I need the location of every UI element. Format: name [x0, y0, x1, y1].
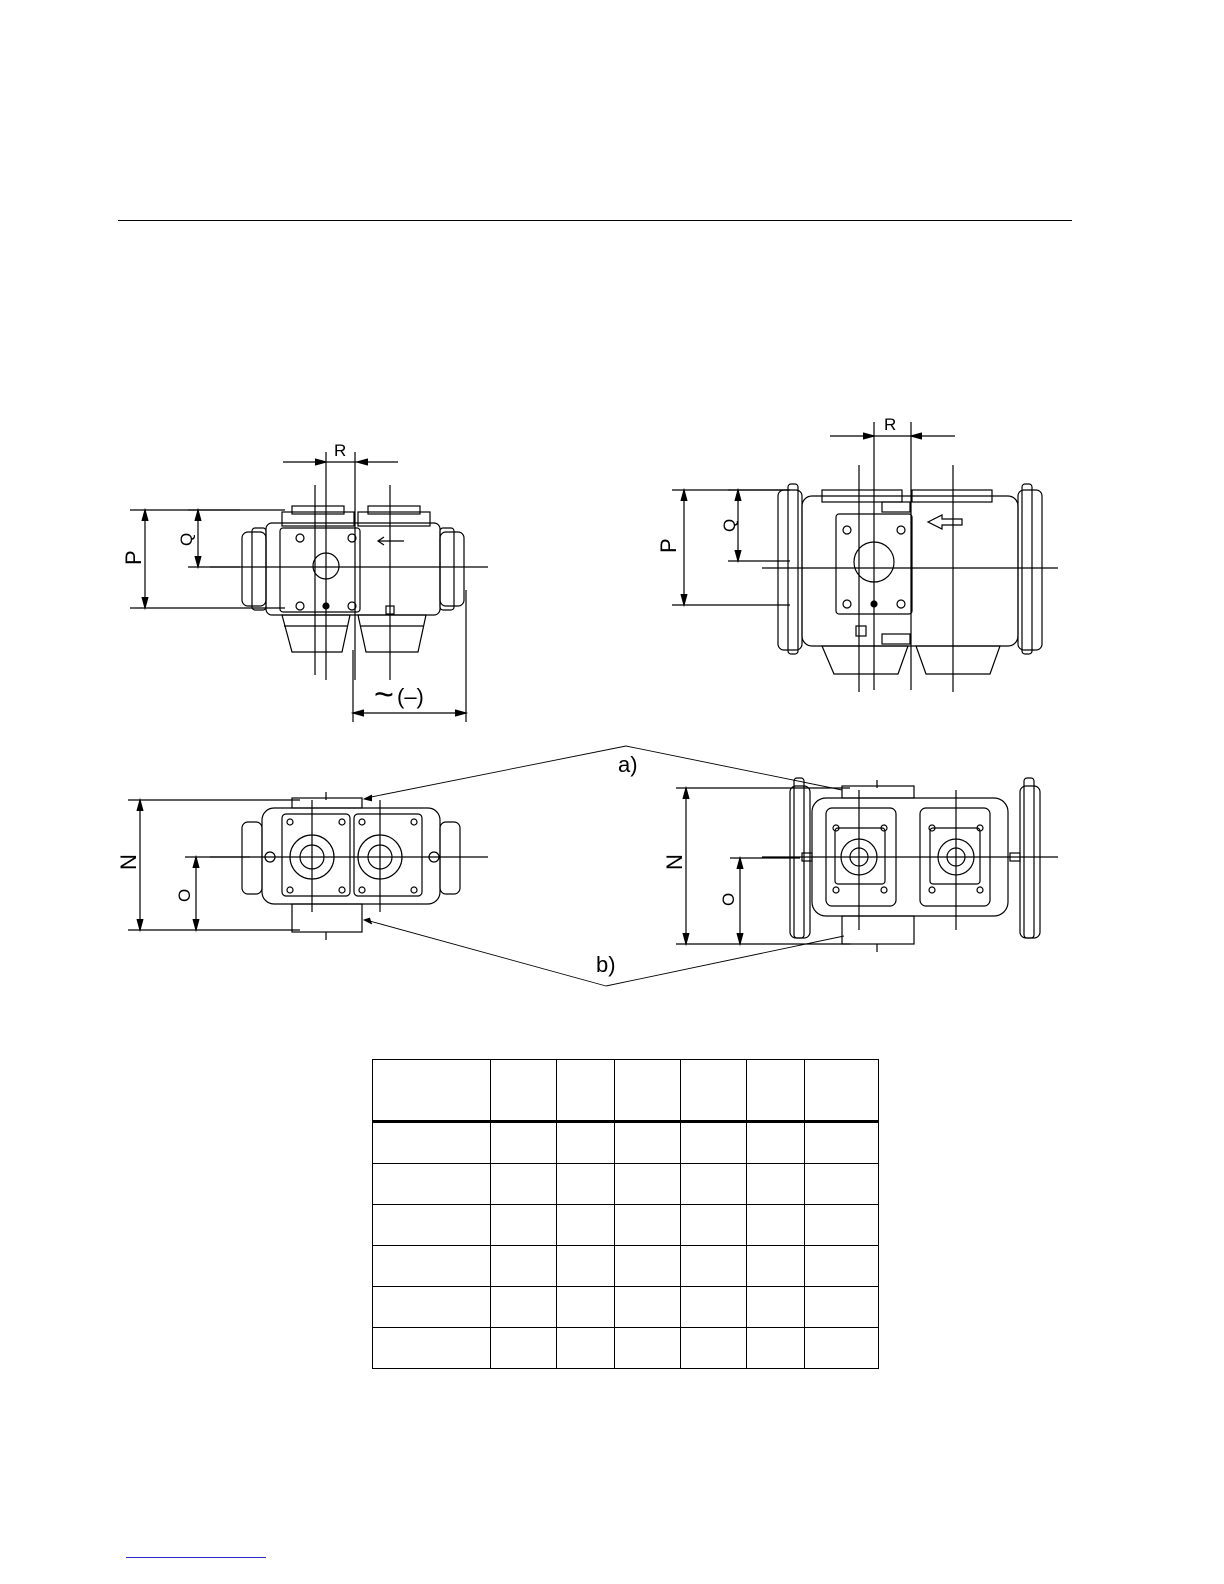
label-p-left: P: [121, 550, 146, 565]
table-cell: [373, 1287, 491, 1328]
label-r-left: R: [334, 441, 347, 460]
table-cell: [805, 1328, 879, 1369]
table-cell: [615, 1328, 681, 1369]
table-cell: [615, 1164, 681, 1205]
table-cell: [681, 1205, 747, 1246]
table-cell: [491, 1287, 557, 1328]
table-cell: [805, 1122, 879, 1164]
table-row: [373, 1328, 879, 1369]
table-cell: [681, 1164, 747, 1205]
table-cell: [373, 1205, 491, 1246]
label-q-right: Q: [720, 518, 739, 532]
label-n-right: N: [662, 854, 687, 870]
table-cell: [491, 1164, 557, 1205]
drawing-side-threaded: [130, 452, 488, 722]
table-cell: [805, 1287, 879, 1328]
table-cell: [557, 1122, 615, 1164]
table-cell: [747, 1205, 805, 1246]
table-cell: [681, 1246, 747, 1287]
label-approx-paren: (–): [397, 684, 424, 709]
label-q-left: Q: [177, 532, 196, 546]
table-header-cell: [615, 1060, 681, 1122]
callout-leaders: [364, 746, 844, 986]
table-header-cell: [491, 1060, 557, 1122]
table-cell: [491, 1328, 557, 1369]
footer-link-underline: [126, 1557, 266, 1558]
table-cell: [615, 1246, 681, 1287]
label-n-left: N: [116, 854, 141, 870]
table-cell: [805, 1205, 879, 1246]
table-header-cell: [747, 1060, 805, 1122]
table-cell: [491, 1205, 557, 1246]
table-cell: [805, 1164, 879, 1205]
table-cell: [615, 1122, 681, 1164]
table-cell: [373, 1246, 491, 1287]
table-header-cell: [681, 1060, 747, 1122]
table-row: [373, 1287, 879, 1328]
callout-a: a): [618, 752, 638, 777]
table-cell: [747, 1164, 805, 1205]
table-cell: [557, 1246, 615, 1287]
table-cell: [491, 1246, 557, 1287]
drawing-top-threaded: [128, 792, 488, 940]
label-o-left: O: [175, 888, 194, 902]
table-cell: [747, 1328, 805, 1369]
table-cell: [805, 1246, 879, 1287]
label-approx: ~: [374, 676, 394, 714]
drawing-top-flanged: [676, 778, 1058, 952]
drawing-side-flanged: [672, 422, 1058, 692]
table-header-cell: [373, 1060, 491, 1122]
table-cell: [747, 1246, 805, 1287]
table-cell: [557, 1287, 615, 1328]
table-cell: [491, 1122, 557, 1164]
table-cell: [557, 1205, 615, 1246]
table-cell: [681, 1122, 747, 1164]
table-header-row: [373, 1060, 879, 1122]
table-header-cell: [557, 1060, 615, 1122]
table-cell: [747, 1287, 805, 1328]
table-cell: [747, 1122, 805, 1164]
table-row: [373, 1246, 879, 1287]
table-row: [373, 1205, 879, 1246]
table-cell: [373, 1122, 491, 1164]
label-o-right: O: [719, 892, 738, 906]
table-row: [373, 1164, 879, 1205]
dimension-table: [372, 1059, 879, 1369]
table-cell: [681, 1328, 747, 1369]
table-cell: [615, 1287, 681, 1328]
table-cell: [681, 1287, 747, 1328]
callout-b: b): [596, 952, 616, 977]
label-r-right: R: [884, 415, 897, 434]
table-cell: [373, 1328, 491, 1369]
table-cell: [557, 1328, 615, 1369]
table-row: [373, 1122, 879, 1164]
label-p-right: P: [656, 538, 681, 553]
table-cell: [373, 1164, 491, 1205]
table-cell: [557, 1164, 615, 1205]
table-header-cell: [805, 1060, 879, 1122]
table-cell: [615, 1205, 681, 1246]
